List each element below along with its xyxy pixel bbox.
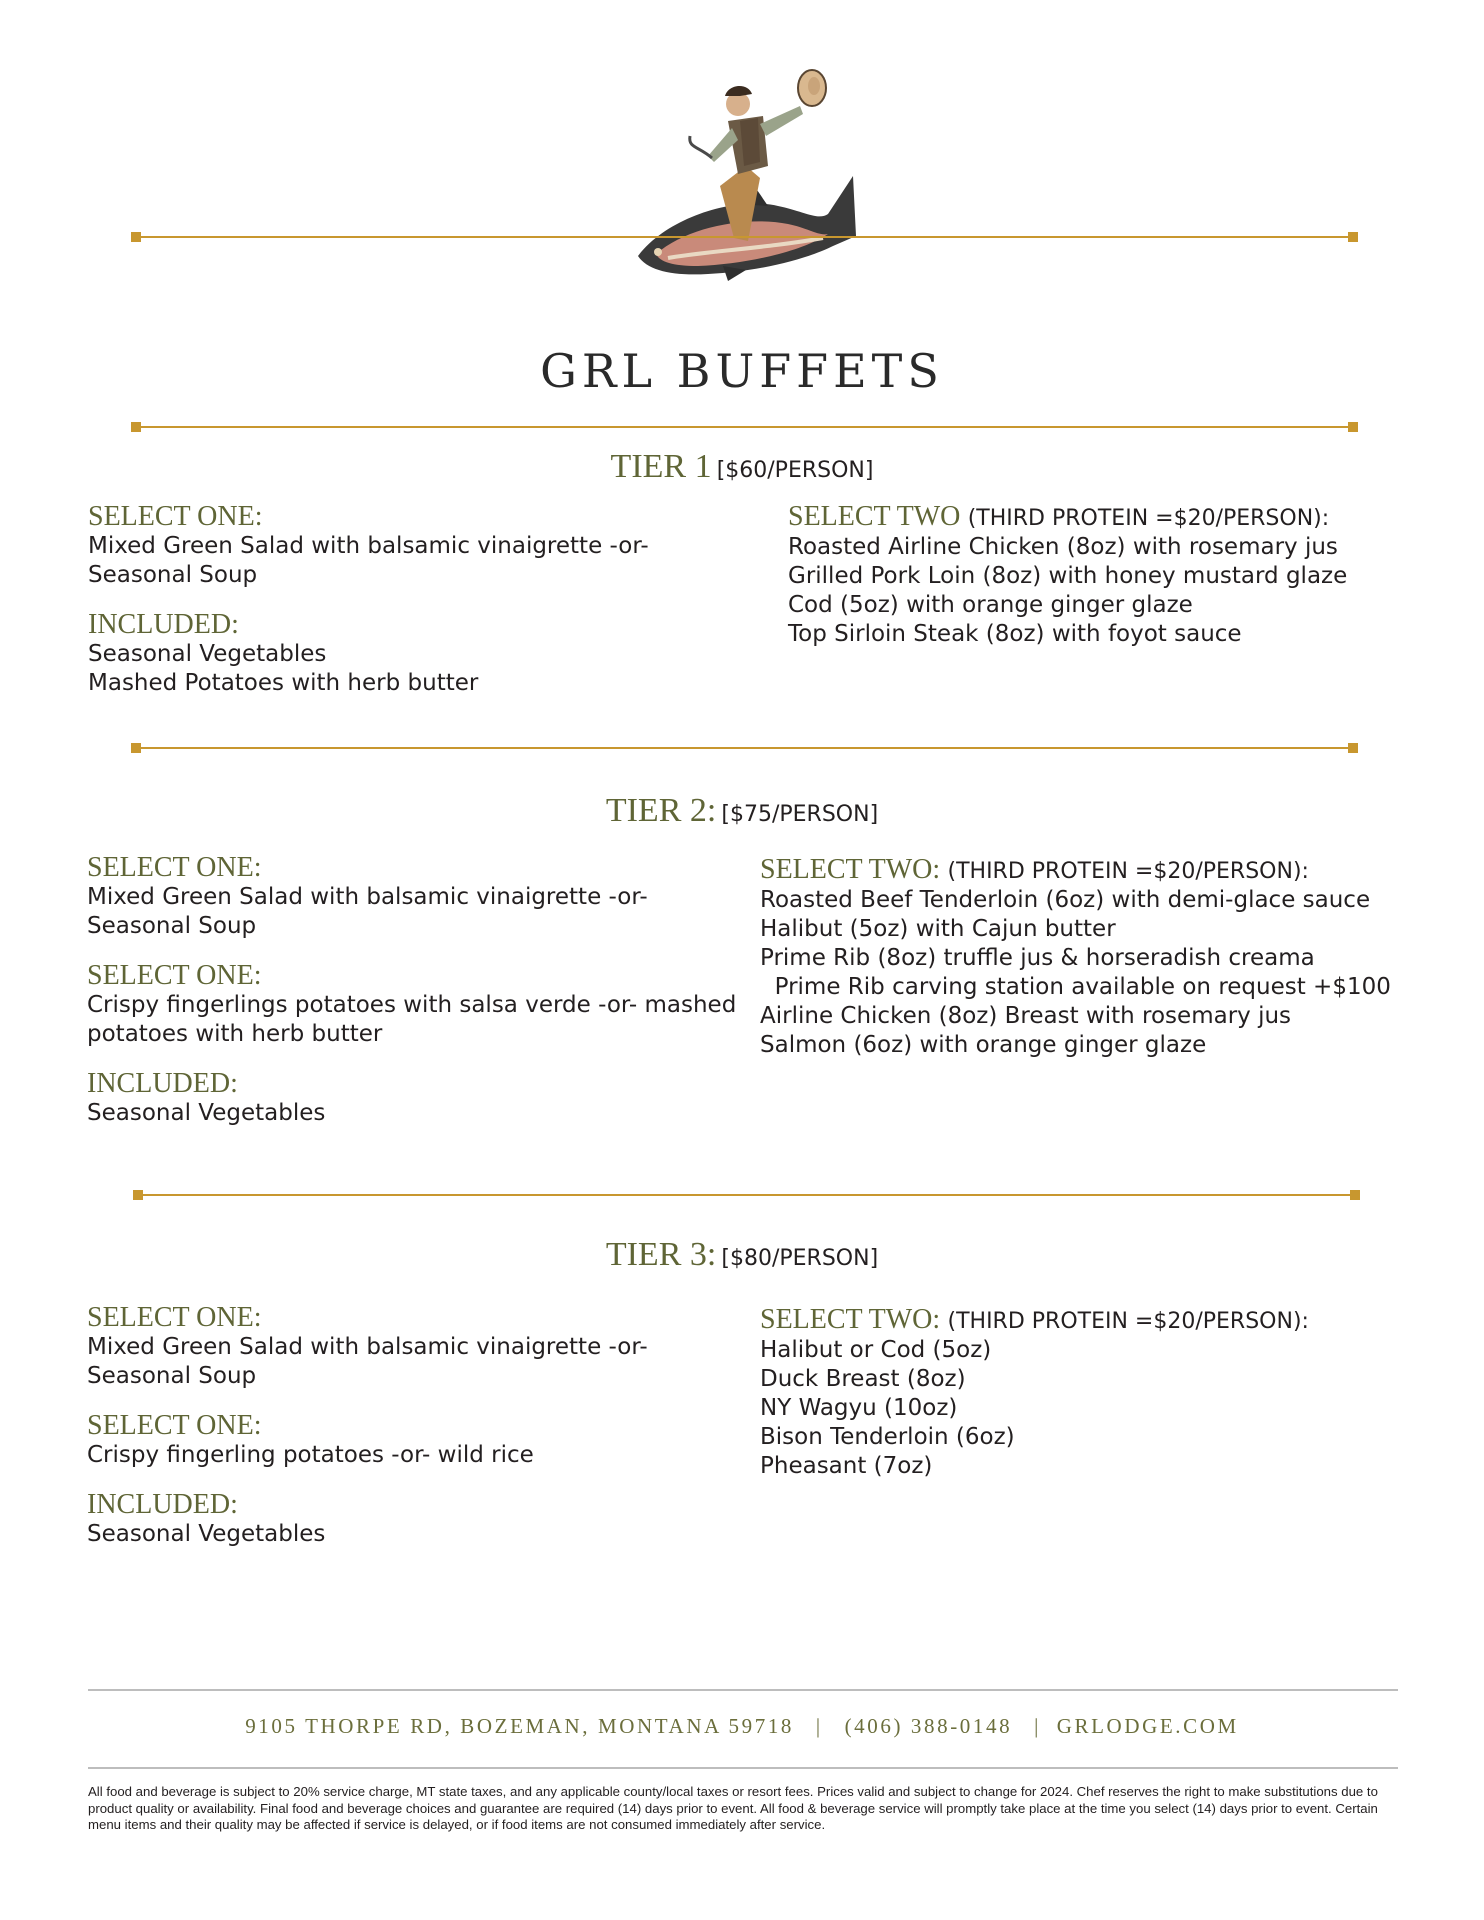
menu-group <box>88 502 649 590</box>
group-header: SELECT TWO <box>788 501 961 532</box>
footer-phone[interactable]: (406) 388-0148 <box>844 1714 1013 1738</box>
menu-item: Roasted Airline Chicken (8oz) with rosemary jus <box>788 534 1338 560</box>
cowboy-riding-trout-logo <box>628 66 860 282</box>
menu-item: Halibut or Cod (5oz) <box>760 1337 992 1363</box>
menu-item: Pheasant (7oz) <box>760 1453 933 1479</box>
menu-item-note: Prime Rib carving station available on request +$100 <box>760 974 1391 1000</box>
tier-heading <box>0 792 1484 830</box>
menu-group <box>87 961 736 1049</box>
group-header: SELECT ONE: <box>87 1410 262 1441</box>
footer-website[interactable]: GRLODGE.COM <box>1056 1714 1239 1738</box>
divider-rule <box>133 1194 1360 1196</box>
footer-separator: | <box>1034 1714 1041 1738</box>
footer-contact <box>0 1714 1484 1739</box>
menu-item: Seasonal Soup <box>88 562 258 588</box>
group-header: SELECT ONE: <box>88 501 263 532</box>
tier-left-column <box>87 853 736 1148</box>
divider-rule <box>131 426 1358 428</box>
menu-group <box>87 1069 736 1128</box>
menu-item: Seasonal Vegetables <box>87 1521 326 1547</box>
divider-rule <box>131 747 1358 749</box>
menu-item: Mixed Green Salad with balsamic vinaigrette -or- <box>88 533 649 559</box>
page-title: GRL BUFFETS <box>540 344 944 398</box>
menu-item: Seasonal Vegetables <box>87 1100 326 1126</box>
footer-address: 9105 THORPE RD, BOZEMAN, MONTANA 59718 <box>245 1714 795 1738</box>
menu-item: Airline Chicken (8oz) Breast with rosemary jus <box>760 1003 1292 1029</box>
group-header: SELECT ONE: <box>87 1302 262 1333</box>
menu-item: Seasonal Soup <box>87 913 257 939</box>
menu-item: Top Sirloin Steak (8oz) with foyot sauce <box>788 621 1242 647</box>
tier-left-column <box>88 502 649 718</box>
group-header: INCLUDED: <box>87 1068 238 1099</box>
group-header: SELECT TWO: <box>760 1304 941 1335</box>
group-header: SELECT TWO: <box>760 854 941 885</box>
menu-group <box>87 1490 648 1549</box>
footer-disclaimer: All food and beverage is subject to 20% service charge, MT state taxes, and any applicable county/local taxes or resort fees. Prices valid and subject to change for 2024. Chef reserves the right to make substitutions due to product quality or availability. Final food and beverage choices and guarantee are required (14) days prior to event. All food & beverage service will promptly take place at the time you select (14) days prior to event. Certain menu items and their quality may be affected if service is delayed, or if food items are not consumed immediately after service. <box>88 1784 1378 1832</box>
menu-item: Prime Rib (8oz) truffle jus & horseradish creama <box>760 945 1315 971</box>
tier-right-column <box>760 855 1391 1060</box>
menu-item: Bison Tenderloin (6oz) <box>760 1424 1015 1450</box>
tier-name: TIER 2: <box>605 792 717 829</box>
menu-item: Crispy fingerling potatoes -or- wild rice <box>87 1442 534 1468</box>
footer-rule <box>88 1689 1398 1691</box>
protein-note: (THIRD PROTEIN =$20/PERSON): <box>967 506 1330 531</box>
menu-item: Seasonal Soup <box>87 1363 257 1389</box>
tier-name: TIER 3: <box>605 1236 717 1273</box>
tier-heading <box>0 448 1484 486</box>
menu-group <box>87 1411 648 1470</box>
group-header: INCLUDED: <box>88 609 239 640</box>
tier-left-column <box>87 1303 648 1569</box>
menu-group <box>87 1303 648 1391</box>
menu-item: Grilled Pork Loin (8oz) with honey mustard glaze <box>788 563 1348 589</box>
menu-item: Salmon (6oz) with orange ginger glaze <box>760 1032 1207 1058</box>
menu-item: Mixed Green Salad with balsamic vinaigrette -or- <box>87 1334 648 1360</box>
menu-item: NY Wagyu (10oz) <box>760 1395 958 1421</box>
protein-note: (THIRD PROTEIN =$20/PERSON): <box>947 859 1309 884</box>
menu-item: potatoes with herb butter <box>87 1021 383 1047</box>
protein-note: (THIRD PROTEIN =$20/PERSON): <box>947 1309 1309 1334</box>
tier-right-column <box>760 1305 1309 1481</box>
menu-group <box>88 610 649 698</box>
group-header: INCLUDED: <box>87 1489 238 1520</box>
footer-rule <box>88 1767 1398 1769</box>
tier-price: [$75/PERSON] <box>721 802 879 827</box>
tier-name: TIER 1 <box>610 448 712 485</box>
menu-item: Seasonal Vegetables <box>88 641 327 667</box>
menu-item: Roasted Beef Tenderloin (6oz) with demi-glace sauce <box>760 887 1371 913</box>
menu-item: Halibut (5oz) with Cajun butter <box>760 916 1116 942</box>
tier-price: [$80/PERSON] <box>721 1246 879 1271</box>
tier-heading <box>0 1236 1484 1274</box>
menu-item: Duck Breast (8oz) <box>760 1366 966 1392</box>
footer-separator: | <box>815 1714 823 1738</box>
group-header: SELECT ONE: <box>87 960 262 991</box>
menu-item: Cod (5oz) with orange ginger glaze <box>788 592 1193 618</box>
tier-right-column <box>788 502 1347 649</box>
menu-group <box>87 853 736 941</box>
tier-price: [$60/PERSON] <box>716 458 874 483</box>
divider-rule <box>131 236 1358 238</box>
menu-item: Mashed Potatoes with herb butter <box>88 670 479 696</box>
menu-item: Mixed Green Salad with balsamic vinaigrette -or- <box>87 884 648 910</box>
group-header: SELECT ONE: <box>87 852 262 883</box>
menu-item: Crispy fingerlings potatoes with salsa verde -or- mashed <box>87 992 737 1018</box>
